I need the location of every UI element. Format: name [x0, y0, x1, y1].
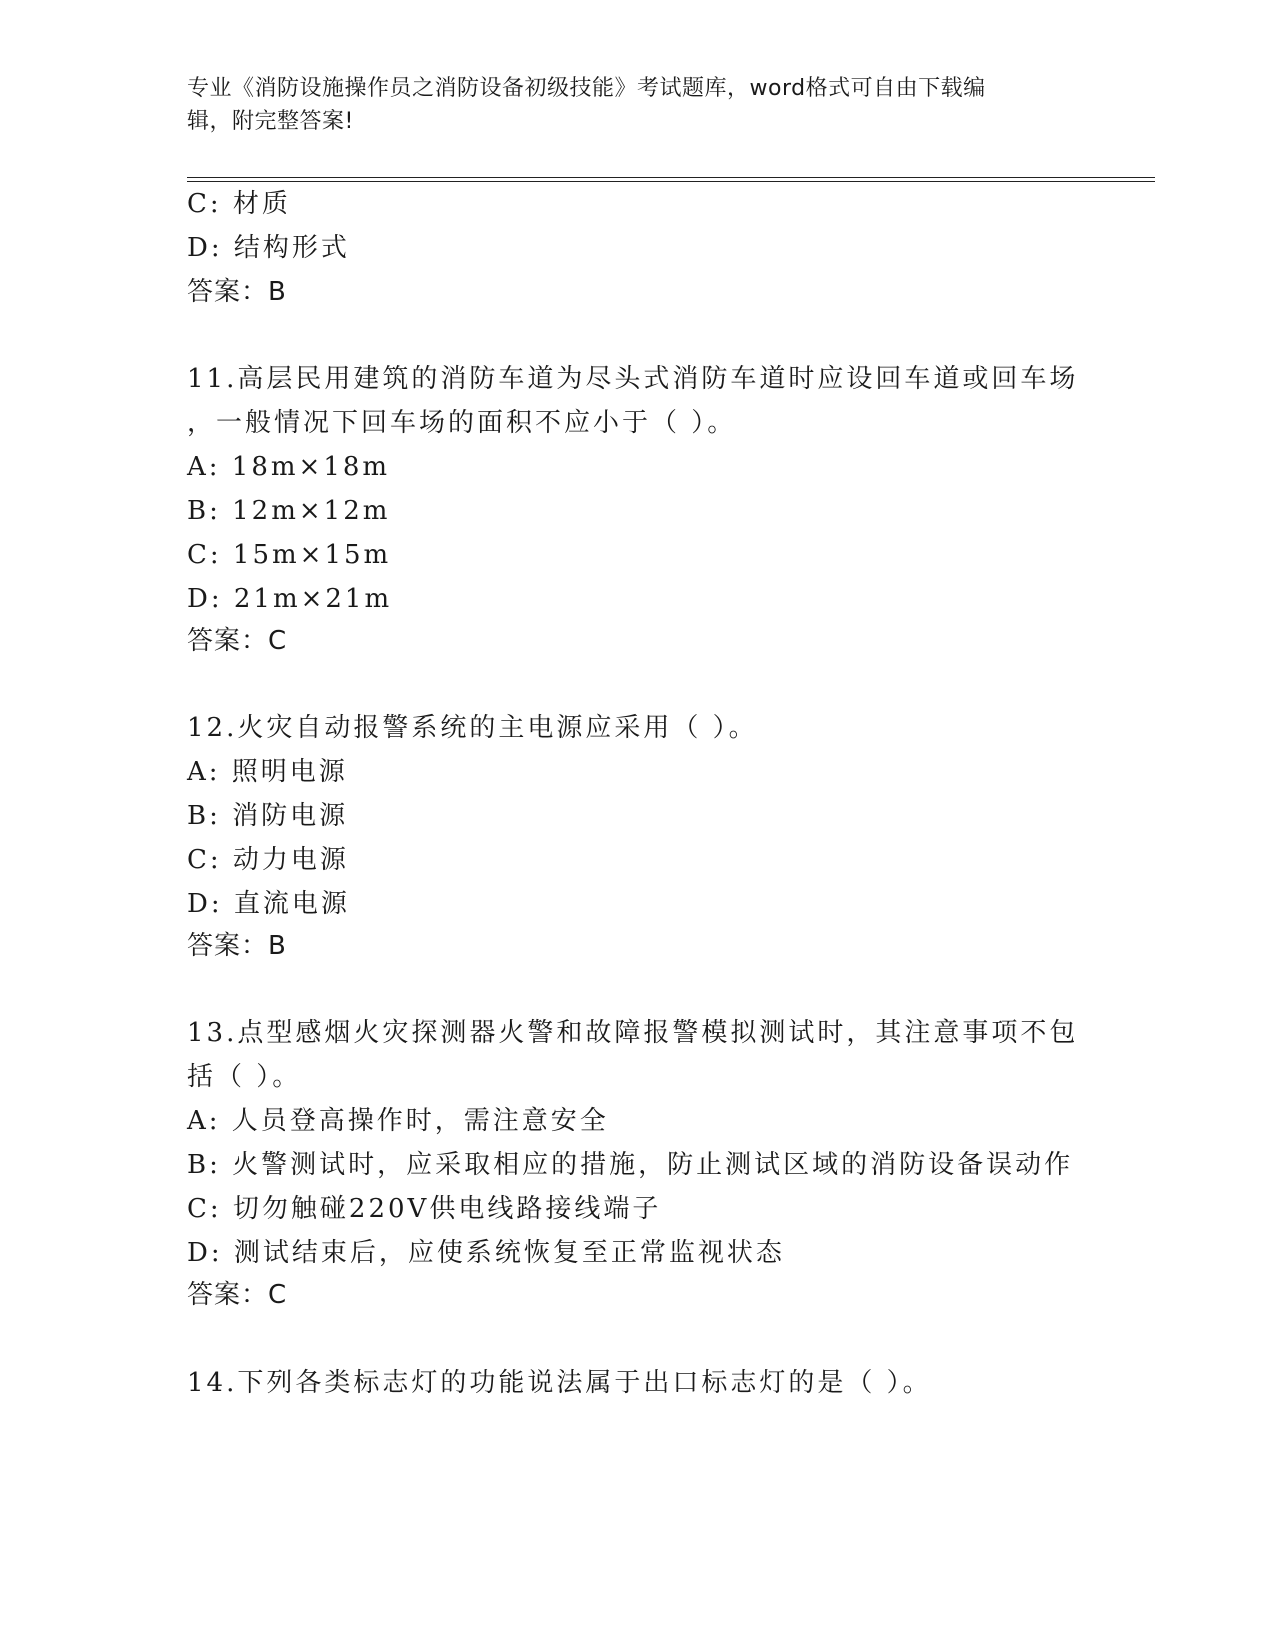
question-11-option-c: C: 15m×15m	[187, 540, 392, 570]
header-divider-top	[187, 177, 1155, 178]
question-12-option-d: D: 直流电源	[187, 889, 350, 919]
header-divider-bottom	[187, 181, 1155, 182]
question-13-option-d: D: 测试结束后，应使系统恢复至正常监视状态	[187, 1238, 785, 1268]
question-13-answer: 答案：C	[187, 1280, 288, 1310]
header-line-2: 辑，附完整答案!	[187, 109, 354, 134]
document-header	[187, 72, 1087, 138]
answer-line: 答案：B	[187, 277, 287, 307]
question-13-option-a: A: 人员登高操作时，需注意安全	[187, 1106, 609, 1136]
question-13-stem: 13.点型感烟火灾探测器火警和故障报警模拟测试时，其注意事项不包	[187, 1018, 1079, 1048]
question-13-stem-cont: 括（ ）。	[187, 1062, 302, 1092]
question-12-option-a: A: 照明电源	[187, 757, 348, 787]
question-14-stem: 14.下列各类标志灯的功能说法属于出口标志灯的是（ ）。	[187, 1368, 932, 1398]
question-13-option-c: C: 切勿触碰220V供电线路接线端子	[187, 1194, 662, 1224]
question-11-option-b: B: 12m×12m	[187, 496, 391, 526]
question-13-option-b: B: 火警测试时，应采取相应的措施，防止测试区域的消防设备误动作	[187, 1150, 1074, 1180]
question-12-option-b: B: 消防电源	[187, 801, 349, 831]
option-d: D: 结构形式	[187, 233, 350, 263]
question-12-stem: 12.火灾自动报警系统的主电源应采用（ ）。	[187, 713, 758, 743]
header-line-1: 专业《消防设施操作员之消防设备初级技能》考试题库，word格式可自由下载编	[187, 76, 986, 101]
question-12-answer: 答案：B	[187, 931, 287, 961]
question-11-stem: 11.高层民用建筑的消防车道为尽头式消防车道时应设回车道或回车场	[187, 364, 1079, 394]
question-12-option-c: C: 动力电源	[187, 845, 349, 875]
question-11-answer: 答案：C	[187, 626, 288, 656]
question-11-option-a: A: 18m×18m	[187, 452, 391, 482]
question-11-option-d: D: 21m×21m	[187, 584, 393, 614]
question-11-stem-cont: ，一般情况下回车场的面积不应小于（ ）。	[187, 408, 737, 438]
option-c: C: 材质	[187, 189, 291, 219]
